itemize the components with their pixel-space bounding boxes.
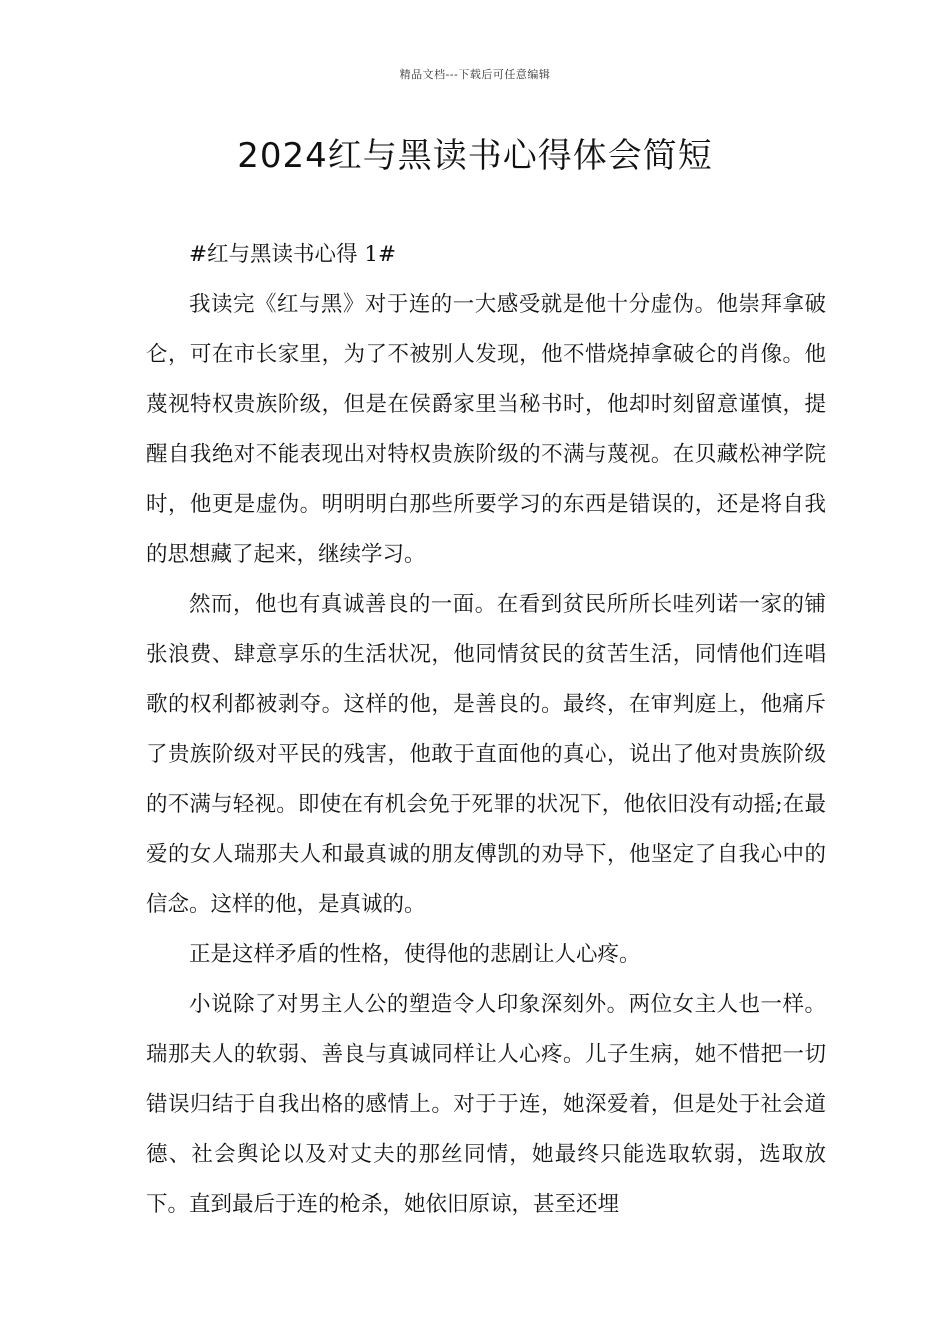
header-note: 精品文档---下载后可任意编辑 [399,68,551,81]
paragraph: 小说除了对男主人公的塑造令人印象深刻外。两位女主人也一样。瑞那夫人的软弱、善良与真诚同样让人心疼。儿子生病，她不惜把一切错误归结于自我出格的感情上。对于于连，她深爱着，但是处于社会道德、社会舆论以及对丈夫的那丝同情，她最终只能选取软弱，选取放下。直到最后于连的枪杀，她依旧原谅，甚至还埋 [146,992,826,1217]
document-body [146,230,826,1230]
section-heading: #红与黑读书心得 1# [189,242,397,267]
paragraph: 然而，他也有真诚善良的一面。在看到贫民所所长哇列诺一家的铺张浪费、肆意享乐的生活状况，他同情贫民的贫苦生活，同情他们连唱歌的权利都被剥夺。这样的他，是善良的。最终，在审判庭上，他痛斥了贵族阶级对平民的残害，他敢于直面他的真心，说出了他对贵族阶级的不满与轻视。即使在有机会免于死罪的状况下，他依旧没有动摇;在最爱的女人瑞那夫人和最真诚的朋友傅凯的劝导下，他坚定了自我心中的信念。这样的他，是真诚的。 [146,592,826,917]
document-title: 2024红与黑读书心得体会简短 [237,136,713,176]
paragraph: 正是这样矛盾的性格，使得他的悲剧让人心疼。 [189,942,641,967]
paragraph: 我读完《红与黑》对于连的一大感受就是他十分虚伪。他崇拜拿破仑，可在市长家里，为了不被别人发现，他不惜烧掉拿破仑的肖像。他蔑视特权贵族阶级，但是在侯爵家里当秘书时，他却时刻留意谨慎，提醒自我绝对不能表现出对特权贵族阶级的不满与蔑视。在贝藏松神学院时，他更是虚伪。明明明白那些所要学习的东西是错误的，还是将自我的思想藏了起来，继续学习。 [146,292,826,567]
